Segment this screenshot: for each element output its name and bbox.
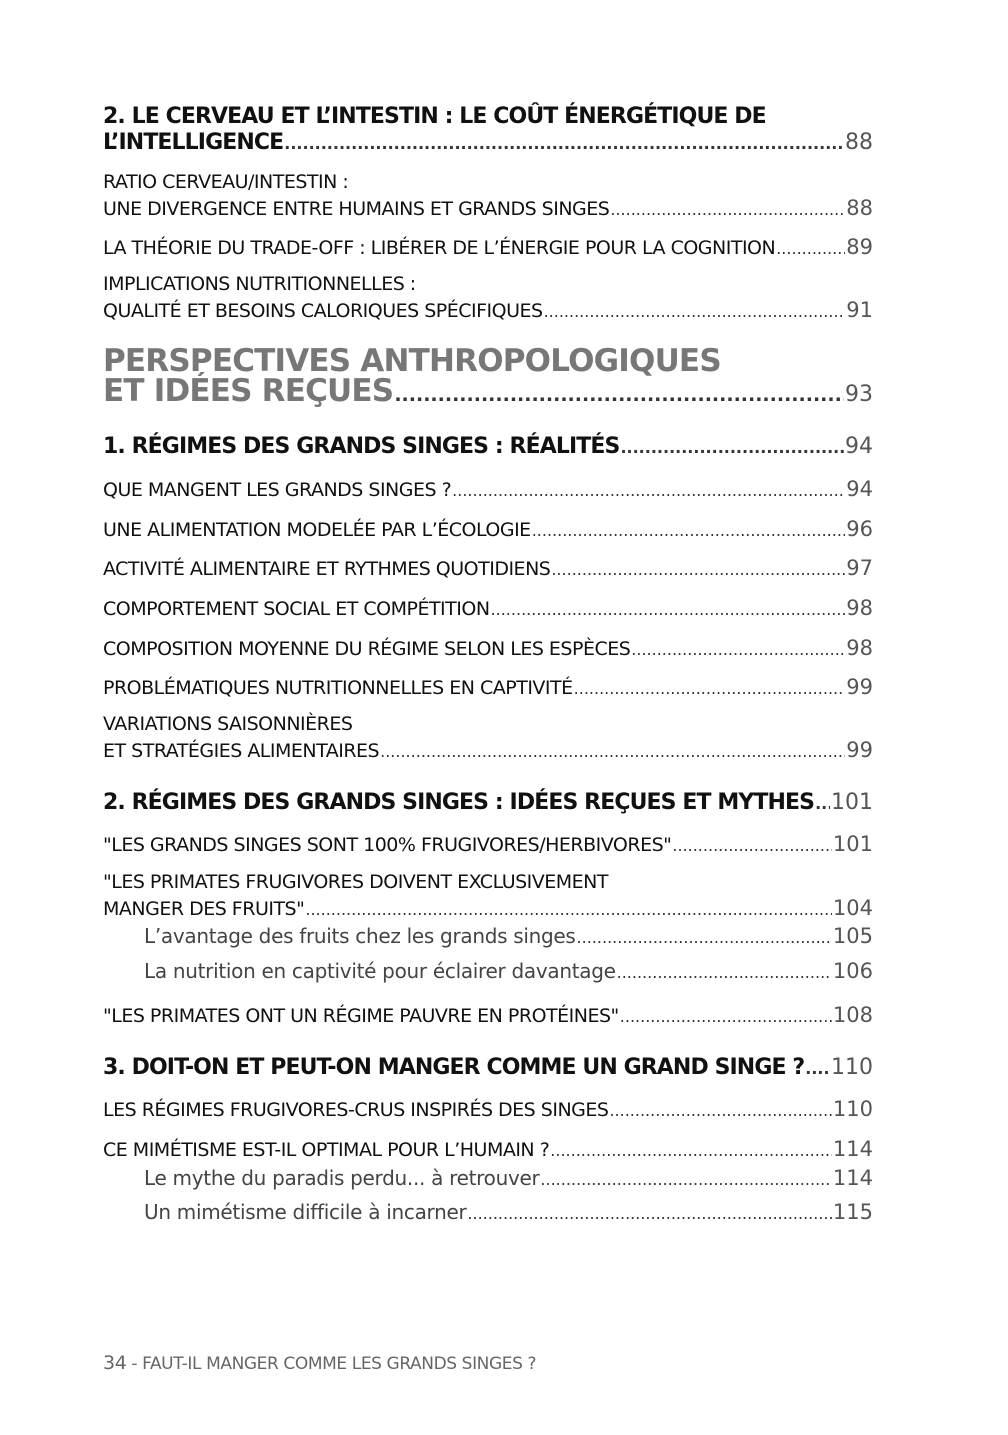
toc-entry-section[interactable] bbox=[103, 169, 873, 223]
toc-entry-section[interactable] bbox=[103, 1136, 873, 1164]
leader-dots bbox=[776, 236, 845, 262]
leader-dots bbox=[620, 435, 844, 461]
toc-page-number: 94 bbox=[846, 477, 873, 501]
toc-entry-title: ET STRATÉGIES ALIMENTAIRES bbox=[103, 740, 380, 762]
toc-entry-subsection[interactable] bbox=[144, 1199, 873, 1227]
leader-dots bbox=[574, 676, 846, 702]
toc-entry-title: UNE ALIMENTATION MODELÉE PAR L’ÉCOLOGIE bbox=[103, 519, 531, 541]
toc-entry-subsection[interactable] bbox=[144, 958, 873, 986]
toc-entry-section[interactable] bbox=[103, 711, 873, 765]
toc-entry-title-line: 2. LE CERVEAU ET L’INTESTIN : LE COÛT ÉNERGÉTIQUE DE bbox=[103, 104, 766, 129]
toc-page-number: 104 bbox=[832, 896, 873, 920]
toc-entry-title: ET IDÉES REÇUES bbox=[103, 373, 394, 409]
toc-page-number: 101 bbox=[831, 790, 873, 815]
toc-entry-subsection[interactable] bbox=[144, 1165, 873, 1193]
leader-dots bbox=[452, 478, 845, 504]
toc-entry-title: "LES GRANDS SINGES SONT 100% FRUGIVORES/HERBIVORES" bbox=[103, 834, 672, 856]
toc-page-number: 101 bbox=[832, 832, 873, 856]
toc-page-number: 115 bbox=[832, 1200, 873, 1224]
toc-entry-section[interactable] bbox=[103, 476, 873, 504]
leader-dots bbox=[610, 197, 845, 223]
toc-entry-title: 2. RÉGIMES DES GRANDS SINGES : IDÉES REÇUES ET MYTHES bbox=[103, 790, 815, 815]
toc-entry-title: UNE DIVERGENCE ENTRE HUMAINS ET GRANDS SINGES bbox=[103, 198, 610, 220]
footer-page-number: 34 bbox=[103, 1352, 127, 1374]
toc-entry-chapter[interactable] bbox=[103, 434, 873, 461]
toc-entry-title: Le mythe du paradis perdu... à retrouver bbox=[144, 1166, 540, 1190]
toc-entry-section[interactable] bbox=[103, 234, 873, 262]
toc-page-number: 91 bbox=[846, 298, 873, 322]
toc-page-number: 108 bbox=[832, 1003, 873, 1027]
leader-dots bbox=[631, 637, 845, 663]
toc-entry-section[interactable] bbox=[103, 831, 873, 859]
leader-dots bbox=[617, 960, 832, 986]
toc-entry-title: PROBLÉMATIQUES NUTRITIONNELLES EN CAPTIVITÉ bbox=[103, 677, 573, 699]
leader-dots bbox=[577, 925, 832, 951]
toc-entry-title: MANGER DES FRUITS" bbox=[103, 898, 305, 920]
toc-entry-title: QUALITÉ ET BESOINS CALORIQUES SPÉCIFIQUES bbox=[103, 300, 543, 322]
leader-dots bbox=[491, 597, 846, 623]
toc-page-number: 106 bbox=[832, 959, 873, 983]
toc-entry-part[interactable] bbox=[103, 343, 873, 410]
toc-page-number: 99 bbox=[846, 738, 873, 762]
toc-entry-subsection[interactable] bbox=[144, 923, 873, 951]
toc-entry-section[interactable] bbox=[103, 1096, 873, 1124]
leader-dots bbox=[609, 1098, 831, 1124]
toc-page-number: 96 bbox=[846, 517, 873, 541]
toc-entry-title: L’avantage des fruits chez les grands singes bbox=[144, 924, 576, 948]
footer-running-title: - FAUT-IL MANGER COMME LES GRANDS SINGES ? bbox=[126, 1354, 537, 1374]
toc-page-number: 94 bbox=[845, 434, 873, 459]
toc-entry-section[interactable] bbox=[103, 555, 873, 583]
toc-page-number: 110 bbox=[831, 1055, 873, 1080]
leader-dots bbox=[550, 1138, 832, 1164]
toc-entry-title: Un mimétisme difficile à incarner bbox=[144, 1200, 467, 1224]
toc-entry-title: LES RÉGIMES FRUGIVORES-CRUS INSPIRÉS DES SINGES bbox=[103, 1099, 609, 1121]
leader-dots bbox=[284, 131, 844, 157]
toc-page-number: 98 bbox=[846, 636, 873, 660]
toc-entry-section[interactable] bbox=[103, 595, 873, 623]
leader-dots bbox=[394, 380, 844, 410]
toc-page-number: 98 bbox=[846, 596, 873, 620]
toc-page-number: 89 bbox=[846, 235, 873, 259]
toc-page-number: 93 bbox=[845, 382, 873, 407]
toc-entry-chapter[interactable] bbox=[103, 104, 873, 157]
toc-entry-title-line: "LES PRIMATES FRUGIVORES DOIVENT EXCLUSIVEMENT bbox=[103, 871, 608, 893]
leader-dots bbox=[305, 897, 832, 923]
toc-page-number: 110 bbox=[832, 1097, 873, 1121]
toc-entry-title: COMPOSITION MOYENNE DU RÉGIME SELON LES ESPÈCES bbox=[103, 638, 631, 660]
toc-page-number: 88 bbox=[845, 130, 873, 155]
toc-entry-title-line: PERSPECTIVES ANTHROPOLOGIQUES bbox=[103, 343, 721, 379]
toc-entry-title-line: IMPLICATIONS NUTRITIONNELLES : bbox=[103, 273, 416, 295]
leader-dots bbox=[672, 833, 832, 859]
leader-dots bbox=[544, 299, 846, 325]
leader-dots bbox=[380, 739, 845, 765]
toc-entry-title-line: RATIO CERVEAU/INTESTIN : bbox=[103, 171, 349, 193]
toc-entry-chapter[interactable] bbox=[103, 1055, 873, 1082]
toc-entry-title: "LES PRIMATES ONT UN RÉGIME PAUVRE EN PROTÉINES" bbox=[103, 1005, 619, 1027]
leader-dots bbox=[540, 1167, 831, 1193]
leader-dots bbox=[551, 557, 845, 583]
toc-page-number: 114 bbox=[832, 1166, 873, 1190]
toc-entry-section[interactable] bbox=[103, 869, 873, 923]
toc-entry-title: ACTIVITÉ ALIMENTAIRE ET RYTHMES QUOTIDIENS bbox=[103, 558, 551, 580]
toc-entry-section[interactable] bbox=[103, 516, 873, 544]
leader-dots bbox=[815, 791, 830, 817]
toc-entry-chapter[interactable] bbox=[103, 790, 873, 817]
toc-entry-title: QUE MANGENT LES GRANDS SINGES ? bbox=[103, 479, 452, 501]
toc-page-number: 88 bbox=[846, 196, 873, 220]
leader-dots bbox=[805, 1056, 830, 1082]
toc-entry-section[interactable] bbox=[103, 1002, 873, 1030]
toc-page-number: 97 bbox=[846, 556, 873, 580]
toc-entry-title: CE MIMÉTISME EST-IL OPTIMAL POUR L’HUMAIN ? bbox=[103, 1139, 550, 1161]
toc-entry-title: 3. DOIT-ON ET PEUT-ON MANGER COMME UN GRAND SINGE ? bbox=[103, 1055, 805, 1080]
toc-entry-title-line: VARIATIONS SAISONNIÈRES bbox=[103, 713, 353, 735]
toc-entry-title: LA THÉORIE DU TRADE-OFF : LIBÉRER DE L’ÉNERGIE POUR LA COGNITION bbox=[103, 237, 776, 259]
toc-entry-title: 1. RÉGIMES DES GRANDS SINGES : RÉALITÉS bbox=[103, 434, 620, 459]
page-footer bbox=[103, 1352, 536, 1374]
toc-entry-section[interactable] bbox=[103, 674, 873, 702]
toc-entry-title: COMPORTEMENT SOCIAL ET COMPÉTITION bbox=[103, 598, 490, 620]
leader-dots bbox=[467, 1201, 832, 1227]
toc-entry-section[interactable] bbox=[103, 271, 873, 325]
toc-entry-section[interactable] bbox=[103, 635, 873, 663]
leader-dots bbox=[532, 518, 846, 544]
leader-dots bbox=[620, 1004, 832, 1030]
toc-entry-title: La nutrition en captivité pour éclairer davantage bbox=[144, 959, 616, 983]
toc-entry-title: L’INTELLIGENCE bbox=[103, 130, 284, 155]
toc-page-number: 105 bbox=[832, 924, 873, 948]
toc-page-number: 99 bbox=[846, 675, 873, 699]
toc-page-number: 114 bbox=[832, 1137, 873, 1161]
